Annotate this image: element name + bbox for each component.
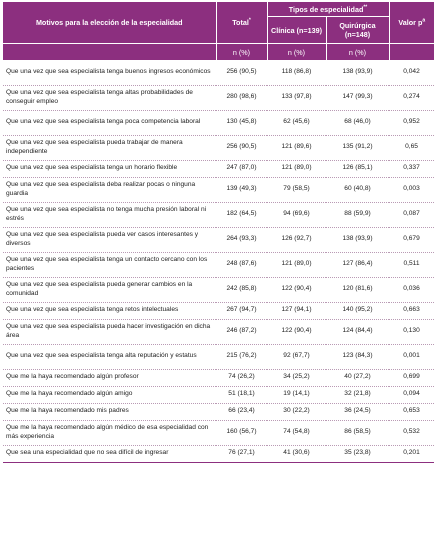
total-cell: 51 (18,1) bbox=[216, 386, 267, 403]
total-cell: 130 (45,8) bbox=[216, 110, 267, 135]
quirurgica-cell: 127 (86,4) bbox=[326, 252, 389, 277]
header-motives: Motivos para la elección de la especialidad bbox=[3, 2, 216, 44]
total-cell: 248 (87,6) bbox=[216, 252, 267, 277]
total-cell: 267 (94,7) bbox=[216, 302, 267, 319]
clinica-cell: 79 (58,5) bbox=[267, 177, 326, 202]
table-header bbox=[3, 2, 434, 60]
total-cell: 242 (85,8) bbox=[216, 277, 267, 302]
quirurgica-cell: 35 (23,8) bbox=[326, 445, 389, 462]
motive-cell: Que una vez que sea especialista tenga poca competencia laboral bbox=[3, 110, 216, 135]
motive-cell: Que una vez que sea especialista tenga retos intelectuales bbox=[3, 302, 216, 319]
quirurgica-cell: 124 (84,4) bbox=[326, 319, 389, 344]
motive-cell: Que una vez que sea especialista pueda trabajar de manera independiente bbox=[3, 135, 216, 160]
pvalue-cell: 0,653 bbox=[389, 403, 434, 420]
quirurgica-cell: 120 (81,6) bbox=[326, 277, 389, 302]
quirurgica-cell: 138 (93,9) bbox=[326, 60, 389, 85]
quirurgica-cell: 40 (27,2) bbox=[326, 369, 389, 386]
header-types: Tipos de especialidad** bbox=[267, 2, 389, 17]
clinica-cell: 62 (45,6) bbox=[267, 110, 326, 135]
pvalue-cell: 0,663 bbox=[389, 302, 434, 319]
quirurgica-cell: 147 (99,3) bbox=[326, 85, 389, 110]
quirurgica-cell: 126 (85,1) bbox=[326, 160, 389, 177]
clinica-cell: 30 (22,2) bbox=[267, 403, 326, 420]
header-unit-p-blank bbox=[389, 44, 434, 61]
table-row bbox=[3, 386, 434, 403]
quirurgica-cell: 86 (58,5) bbox=[326, 420, 389, 445]
total-cell: 264 (93,3) bbox=[216, 227, 267, 252]
clinica-cell: 126 (92,7) bbox=[267, 227, 326, 252]
pvalue-cell: 0,001 bbox=[389, 344, 434, 369]
total-cell: 246 (87,2) bbox=[216, 319, 267, 344]
motive-cell: Que una vez que sea especialista tenga un contacto cercano con los pacientes bbox=[3, 252, 216, 277]
pvalue-cell: 0,087 bbox=[389, 202, 434, 227]
table-row bbox=[3, 369, 434, 386]
table-row bbox=[3, 160, 434, 177]
total-cell: 66 (23,4) bbox=[216, 403, 267, 420]
motive-cell: Que una vez que sea especialista tenga alta reputación y estatus bbox=[3, 344, 216, 369]
pvalue-cell: 0,042 bbox=[389, 60, 434, 85]
clinica-cell: 121 (89,0) bbox=[267, 252, 326, 277]
table-row bbox=[3, 110, 434, 135]
quirurgica-cell: 36 (24,5) bbox=[326, 403, 389, 420]
pvalue-cell: 0,130 bbox=[389, 319, 434, 344]
pvalue-cell: 0,337 bbox=[389, 160, 434, 177]
motive-cell: Que me la haya recomendado algún médico de esa especialidad con más experiencia bbox=[3, 420, 216, 445]
quirurgica-cell: 32 (21,8) bbox=[326, 386, 389, 403]
clinica-cell: 92 (67,7) bbox=[267, 344, 326, 369]
motive-cell: Que una vez que sea especialista deba realizar pocas o ninguna guardia bbox=[3, 177, 216, 202]
table-row bbox=[3, 420, 434, 445]
motive-cell: Que una vez que sea especialista pueda ver casos interesantes y diversos bbox=[3, 227, 216, 252]
pvalue-cell: 0,036 bbox=[389, 277, 434, 302]
table-row bbox=[3, 202, 434, 227]
pvalue-cell: 0,003 bbox=[389, 177, 434, 202]
specialty-motives-table bbox=[3, 2, 434, 463]
clinica-cell: 34 (25,2) bbox=[267, 369, 326, 386]
motive-cell: Que una vez que sea especialista no tenga mucha presión laboral ni estrés bbox=[3, 202, 216, 227]
table-row bbox=[3, 227, 434, 252]
header-total: Total* bbox=[216, 2, 267, 44]
quirurgica-cell: 135 (91,2) bbox=[326, 135, 389, 160]
motive-cell: Que una vez que sea especialista pueda hacer investigación en dicha área bbox=[3, 319, 216, 344]
table-row bbox=[3, 302, 434, 319]
pvalue-cell: 0,094 bbox=[389, 386, 434, 403]
quirurgica-cell: 60 (40,8) bbox=[326, 177, 389, 202]
header-clinica: Clínica (n=139) bbox=[267, 17, 326, 44]
pvalue-cell: 0,511 bbox=[389, 252, 434, 277]
header-unit-clinica: n (%) bbox=[267, 44, 326, 61]
total-cell: 139 (49,3) bbox=[216, 177, 267, 202]
header-unit-blank bbox=[3, 44, 216, 61]
table-row bbox=[3, 319, 434, 344]
total-cell: 256 (90,5) bbox=[216, 135, 267, 160]
table-body bbox=[3, 60, 434, 462]
clinica-cell: 122 (90,4) bbox=[267, 319, 326, 344]
pvalue-cell: 0,679 bbox=[389, 227, 434, 252]
table-row bbox=[3, 344, 434, 369]
clinica-cell: 94 (69,6) bbox=[267, 202, 326, 227]
header-quirurgica: Quirúrgica (n=148) bbox=[326, 17, 389, 44]
pvalue-cell: 0,201 bbox=[389, 445, 434, 462]
motive-cell: Que me la haya recomendado algún amigo bbox=[3, 386, 216, 403]
table-row bbox=[3, 403, 434, 420]
quirurgica-cell: 88 (59,9) bbox=[326, 202, 389, 227]
quirurgica-cell: 138 (93,9) bbox=[326, 227, 389, 252]
table-row bbox=[3, 60, 434, 85]
total-cell: 76 (27,1) bbox=[216, 445, 267, 462]
table-row bbox=[3, 85, 434, 110]
clinica-cell: 121 (89,6) bbox=[267, 135, 326, 160]
clinica-cell: 19 (14,1) bbox=[267, 386, 326, 403]
clinica-cell: 41 (30,6) bbox=[267, 445, 326, 462]
clinica-cell: 121 (89,0) bbox=[267, 160, 326, 177]
motive-cell: Que una vez que sea especialista tenga altas probabilidades de conseguir empleo bbox=[3, 85, 216, 110]
pvalue-cell: 0,274 bbox=[389, 85, 434, 110]
total-cell: 215 (76,2) bbox=[216, 344, 267, 369]
clinica-cell: 127 (94,1) bbox=[267, 302, 326, 319]
motive-cell: Que una vez que sea especialista tenga un horario flexible bbox=[3, 160, 216, 177]
motive-cell: Que me la haya recomendado algún profesor bbox=[3, 369, 216, 386]
motive-cell: Que sea una especialidad que no sea difícil de ingresar bbox=[3, 445, 216, 462]
total-cell: 160 (56,7) bbox=[216, 420, 267, 445]
clinica-cell: 118 (86,8) bbox=[267, 60, 326, 85]
clinica-cell: 122 (90,4) bbox=[267, 277, 326, 302]
quirurgica-cell: 68 (46,0) bbox=[326, 110, 389, 135]
table-row bbox=[3, 135, 434, 160]
table-row bbox=[3, 252, 434, 277]
total-cell: 74 (26,2) bbox=[216, 369, 267, 386]
header-unit-total: n (%) bbox=[216, 44, 267, 61]
pvalue-cell: 0,952 bbox=[389, 110, 434, 135]
quirurgica-cell: 123 (84,3) bbox=[326, 344, 389, 369]
clinica-cell: 133 (97,8) bbox=[267, 85, 326, 110]
pvalue-cell: 0,699 bbox=[389, 369, 434, 386]
total-cell: 182 (64,5) bbox=[216, 202, 267, 227]
table-row bbox=[3, 445, 434, 462]
header-pvalue: Valor $p^a$ bbox=[389, 2, 434, 44]
total-cell: 247 (87,0) bbox=[216, 160, 267, 177]
motive-cell: Que una vez que sea especialista tenga buenos ingresos económicos bbox=[3, 60, 216, 85]
clinica-cell: 74 (54,8) bbox=[267, 420, 326, 445]
total-cell: 256 (90,5) bbox=[216, 60, 267, 85]
header-unit-quirurgica: n (%) bbox=[326, 44, 389, 61]
pvalue-cell: 0,65 bbox=[389, 135, 434, 160]
motive-cell: Que me la haya recomendado mis padres bbox=[3, 403, 216, 420]
pvalue-cell: 0,532 bbox=[389, 420, 434, 445]
motive-cell: Que una vez que sea especialista pueda generar cambios en la comunidad bbox=[3, 277, 216, 302]
table-row bbox=[3, 177, 434, 202]
table-row bbox=[3, 277, 434, 302]
quirurgica-cell: 140 (95,2) bbox=[326, 302, 389, 319]
total-cell: 280 (98,6) bbox=[216, 85, 267, 110]
